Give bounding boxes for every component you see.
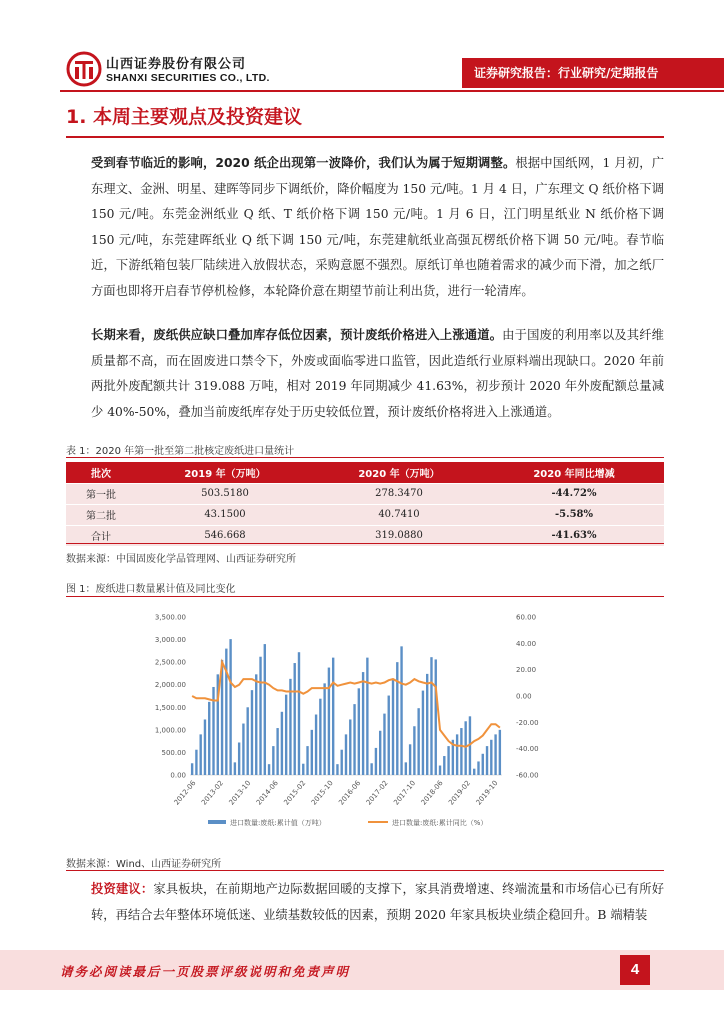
- data-bar: [311, 730, 313, 775]
- left-axis-tick-label: 3,500.00: [154, 613, 186, 622]
- data-bar: [264, 644, 266, 775]
- data-bar: [490, 740, 492, 775]
- right-axis-tick-label: -60.00: [516, 771, 539, 780]
- yoy-line: [192, 662, 500, 747]
- table-cell: 503.5180: [136, 483, 314, 504]
- table-cell: 第一批: [66, 483, 136, 504]
- data-bar: [392, 678, 394, 775]
- table-header-cell: 2020 年同比增减: [484, 462, 664, 483]
- left-axis-tick-label: 0.00: [170, 771, 186, 780]
- data-bar: [464, 721, 466, 775]
- table-header-row: [66, 462, 664, 483]
- data-bar: [289, 679, 291, 775]
- x-axis-tick-label: 2013-02: [200, 779, 225, 807]
- data-bar: [460, 728, 462, 775]
- header-divider: [60, 90, 724, 92]
- x-axis-tick-label: 2015-02: [282, 779, 308, 807]
- x-axis-tick-label: 2016-06: [337, 779, 363, 807]
- x-axis-tick-label: 2012-06: [172, 779, 198, 807]
- data-bar: [281, 712, 283, 775]
- left-axis-tick-label: 1,500.00: [154, 703, 186, 712]
- table-row: [66, 504, 664, 525]
- right-axis-tick-label: 20.00: [516, 666, 537, 675]
- paragraph-waste-paper-outlook: [66, 323, 664, 425]
- waste-paper-import-chart: [66, 600, 664, 850]
- data-bar: [234, 762, 236, 775]
- figure-caption-rule: [66, 596, 664, 597]
- report-type-banner: 证券研究报告：行业研究/定期报告: [462, 58, 724, 88]
- figure-source-rule: [66, 870, 664, 871]
- section-title-rule: [66, 136, 664, 138]
- data-bar: [388, 696, 390, 775]
- data-bar: [379, 731, 381, 775]
- data-bar: [285, 695, 287, 775]
- x-axis-tick-label: 2017-02: [364, 779, 390, 807]
- table-row: [66, 483, 664, 504]
- table-cell: -41.63%: [484, 525, 664, 546]
- data-bar: [332, 658, 334, 775]
- x-axis-tick-label: 2013-10: [227, 779, 253, 807]
- data-bar: [499, 730, 501, 775]
- data-bar: [272, 746, 274, 775]
- data-bar: [191, 763, 193, 775]
- data-bar: [319, 699, 321, 775]
- data-bar: [413, 726, 415, 775]
- figure-source: 数据来源：Wind、山西证券研究所: [66, 859, 222, 870]
- data-bar: [259, 657, 261, 775]
- data-bar: [477, 761, 479, 775]
- x-axis-tick-label: 2014-06: [254, 779, 280, 807]
- data-bar: [208, 702, 210, 775]
- data-bar: [422, 691, 424, 775]
- data-bar: [473, 769, 475, 775]
- paragraph-body: 根据中国纸网，1 月初，广东理文、金洲、明星、建晖等同步下调纸价，降价幅度为 150 元/吨。1 月 4 日，广东理文 Q 纸价格下调 150 元/吨。东莞金洲纸业 Q 纸、T 纸价格下调 150 元/吨。1 月 6 日，江门明星纸业 N 纸价格下调 150 元/吨，东莞建晖纸业 Q 纸下调 150 元/吨，东莞建航纸业高强瓦楞纸价格下调 50 元/吨。春节临近，下游纸箱包装厂陆续进入放假状态，采购意愿不强烈。原纸订单也随着需求的减少而下滑，加之纸厂方面也即将开启春节停机检修，本轮降价意在期望节前让利出货，进行一轮清库。: [91, 156, 664, 298]
- data-bar: [362, 672, 364, 775]
- data-bar: [447, 746, 449, 775]
- data-bar: [409, 744, 411, 775]
- data-bar: [247, 707, 249, 775]
- import-quota-table: [66, 462, 664, 546]
- figure-caption: 图 1：废纸进口数量累计值及同比变化: [66, 584, 236, 595]
- data-bar: [328, 668, 330, 775]
- data-bar: [405, 762, 407, 775]
- data-bar: [400, 646, 402, 775]
- data-bar: [323, 683, 325, 775]
- data-bar: [494, 734, 496, 775]
- data-bar: [341, 750, 343, 775]
- data-bar: [349, 719, 351, 775]
- paragraph-lead: 受到春节临近的影响，2020 纸企出现第一波降价，我们认为属于短期调整。: [91, 156, 516, 170]
- data-bar: [439, 766, 441, 775]
- data-bar: [268, 764, 270, 775]
- data-bar: [302, 764, 304, 775]
- legend-line-label: 进口数量:废纸:累计同比（%）: [392, 819, 488, 827]
- data-bar: [195, 750, 197, 775]
- data-bar: [242, 724, 244, 775]
- data-bar: [426, 674, 428, 775]
- table-cell: -44.72%: [484, 483, 664, 504]
- data-bar: [443, 756, 445, 775]
- left-axis-tick-label: 1,000.00: [154, 726, 186, 735]
- data-bar: [229, 639, 231, 775]
- data-bar: [199, 734, 201, 775]
- table-caption-rule: [66, 457, 664, 458]
- x-axis-tick-label: 2019-02: [447, 779, 473, 807]
- paragraph-lead: 长期来看，废纸供应缺口叠加库存低位因素，预计废纸价格进入上涨通道。: [91, 328, 503, 342]
- data-bar: [417, 708, 419, 775]
- data-bar: [294, 663, 296, 775]
- data-bar: [251, 690, 253, 775]
- data-bar: [336, 764, 338, 775]
- left-axis-tick-label: 2,500.00: [154, 658, 186, 667]
- x-axis-tick-label: 2018-06: [419, 779, 445, 807]
- table-cell: -5.58%: [484, 504, 664, 525]
- table-caption: 表 1：2020 年第一批至第二批核定废纸进口量统计: [66, 446, 295, 457]
- right-axis-tick-label: -40.00: [516, 745, 539, 754]
- table-cell: 合计: [66, 525, 136, 546]
- data-bar: [396, 662, 398, 775]
- table-header-cell: 批次: [66, 462, 136, 483]
- company-name-en: SHANXI SECURITIES CO., LTD.: [106, 72, 270, 84]
- company-name-cn: 山西证券股份有限公司: [106, 57, 247, 72]
- x-axis-tick-label: 2017-10: [392, 779, 418, 807]
- data-bar: [430, 657, 432, 775]
- data-bar: [276, 728, 278, 775]
- left-axis-tick-label: 2,000.00: [154, 681, 186, 690]
- data-bar: [435, 659, 437, 775]
- data-bar: [353, 704, 355, 775]
- paragraph-investment-advice: [66, 877, 664, 928]
- right-axis-tick-label: -20.00: [516, 718, 539, 727]
- data-bar: [255, 674, 257, 775]
- footer-disclaimer: 请务必阅读最后一页股票评级说明和免责声明: [60, 964, 351, 979]
- table-cell: 319.0880: [314, 525, 484, 546]
- company-logo: [66, 51, 102, 87]
- table-bottom-rule: [66, 543, 664, 544]
- page-number: 4: [620, 955, 650, 985]
- left-axis-tick-label: 3,000.00: [154, 636, 186, 645]
- legend-bar-swatch: [208, 820, 226, 824]
- paragraph-price-cut: [66, 151, 664, 304]
- data-bar: [238, 742, 240, 775]
- table-cell: 第二批: [66, 504, 136, 525]
- data-bar: [315, 715, 317, 775]
- table-cell: 278.3470: [314, 483, 484, 504]
- legend-bar-label: 进口数量:废纸:累计值（万吨）: [230, 819, 326, 827]
- data-bar: [345, 734, 347, 775]
- data-bar: [298, 652, 300, 775]
- table-source: 数据来源：中国固废化学品管理网、山西证券研究所: [66, 554, 296, 565]
- data-bar: [358, 688, 360, 775]
- paragraph-body: 由于国废的利用率以及其纤维质量都不高，而在固废进口禁令下，外废或面临零进口监管，因此造纸行业原料端出现缺口。2020 年前两批外废配额共计 319.088 万吨，相对 2019 年同期减少 41.63%，初步预计 2020 年外废配额总量减少 40%-50%，叠加当前废纸库存处于历史较低位置，预计废纸价格将进入上涨通道。: [91, 328, 664, 419]
- right-axis-tick-label: 40.00: [516, 639, 537, 648]
- left-axis-tick-label: 500.00: [161, 748, 186, 757]
- data-bar: [366, 658, 368, 775]
- data-bar: [204, 719, 206, 775]
- table-cell: 40.7410: [314, 504, 484, 525]
- section-title: 1. 本周主要观点及投资建议: [66, 106, 303, 128]
- data-bar: [306, 746, 308, 775]
- x-axis-tick-label: 2015-10: [309, 779, 335, 807]
- x-axis-tick-label: 2019-10: [474, 779, 500, 807]
- data-bar: [482, 754, 484, 775]
- table-cell: 43.1500: [136, 504, 314, 525]
- table-header-cell: 2019 年（万吨）: [136, 462, 314, 483]
- table-header-cell: 2020 年（万吨）: [314, 462, 484, 483]
- data-bar: [370, 763, 372, 775]
- data-bar: [375, 748, 377, 775]
- paragraph-lead: 投资建议：: [91, 882, 154, 896]
- table-cell: 546.668: [136, 525, 314, 546]
- data-bar: [383, 714, 385, 775]
- data-bar: [486, 746, 488, 775]
- paragraph-body: 家具板块，在前期地产边际数据回暖的支撑下，家具消费增速、终端流量和市场信心已有所好转，再结合去年整体环境低迷、业绩基数较低的因素，预期 2020 年家具板块业绩企稳回升。B 端精装: [91, 882, 664, 922]
- data-bar: [456, 734, 458, 775]
- right-axis-tick-label: 0.00: [516, 692, 532, 701]
- right-axis-tick-label: 60.00: [516, 613, 537, 622]
